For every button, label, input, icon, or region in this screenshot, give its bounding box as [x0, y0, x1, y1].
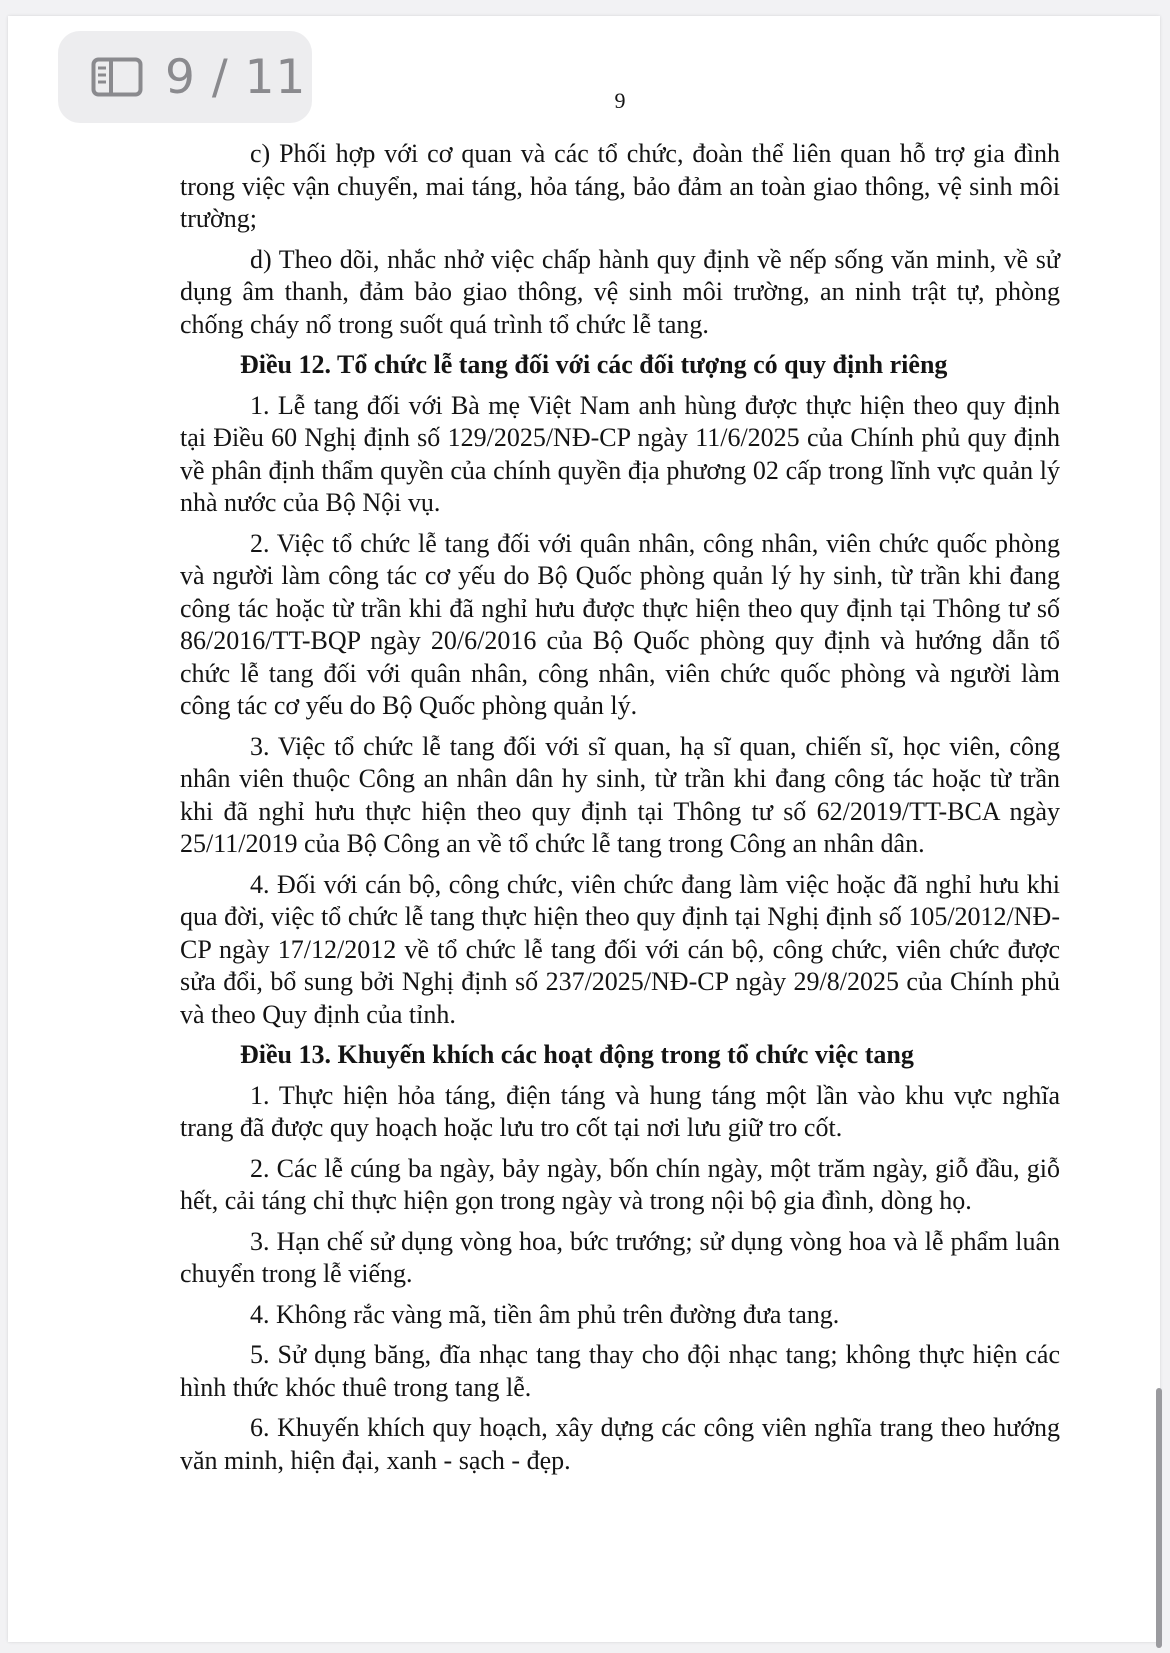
page-indicator[interactable]	[58, 31, 312, 123]
document-paragraph: 1. Lễ tang đối với Bà mẹ Việt Nam anh hùng được thực hiện theo quy định tại Điều 60 Nghị định số 129/2025/NĐ-CP ngày 11/6/2025 của Chính phủ quy định về phân định thẩm quyền của chính quyền địa phương 02 cấp trong lĩnh vực quản lý nhà nước của Bộ Nội vụ.	[180, 390, 1060, 517]
paragraph-list	[180, 138, 1060, 1477]
document-paragraph: 2. Việc tổ chức lễ tang đối với quân nhân, công nhân, viên chức quốc phòng và người làm công tác cơ yếu do Bộ Quốc phòng quản lý hy sinh, từ trần khi đang công tác hoặc từ trần khi đã nghỉ hưu được thực hiện theo quy định tại Thông tư số 86/2016/TT-BQP ngày 20/6/2016 của Bộ Quốc phòng quy định và hướng dẫn tổ chức lễ tang đối với quân nhân, công nhân, viên chức quốc phòng và người làm công tác cơ yếu do Bộ Quốc phòng quản lý.	[180, 528, 1060, 720]
document-paragraph: d) Theo dõi, nhắc nhở việc chấp hành quy định về nếp sống văn minh, về sử dụng âm thanh, đảm bảo giao thông, vệ sinh môi trường, an ninh trật tự, phòng chống cháy nổ trong suốt quá trình tổ chức lễ tang.	[180, 244, 1060, 339]
vertical-scrollbar[interactable]	[1156, 1388, 1162, 1648]
page-number: 9	[614, 88, 626, 113]
document-paragraph: 2. Các lễ cúng ba ngày, bảy ngày, bốn chín ngày, một trăm ngày, giỗ đầu, giỗ hết, cải táng chỉ thực hiện gọn trong ngày và trong nội bộ gia đình, dòng họ.	[180, 1153, 1060, 1215]
document-paragraph: 6. Khuyến khích quy hoạch, xây dựng các công viên nghĩa trang theo hướng văn minh, hiện đại, xanh - sạch - đẹp.	[180, 1413, 1060, 1475]
page-indicator-label: 9 / 11	[165, 49, 307, 105]
document-paragraph: 3. Việc tổ chức lễ tang đối với sĩ quan, hạ sĩ quan, chiến sĩ, học viên, công nhân viên thuộc Công an nhân dân hy sinh, từ trần khi đang công tác hoặc từ trần khi đã nghỉ hưu thực hiện theo quy định tại Thông tư số 62/2019/TT-BCA ngày 25/11/2019 của Bộ Công an về tổ chức lễ tang trong Công an nhân dân.	[180, 731, 1060, 858]
document-paragraph: c) Phối hợp với cơ quan và các tổ chức, đoàn thể liên quan hỗ trợ gia đình trong việc vận chuyển, mai táng, hỏa táng, bảo đảm an toàn giao thông, vệ sinh môi trường;	[180, 139, 1060, 233]
document-page	[8, 16, 1160, 1642]
document-paragraph: 1. Thực hiện hỏa táng, điện táng và hung táng một lần vào khu vực nghĩa trang đã được quy hoạch hoặc lưu tro cốt tại nơi lưu giữ tro cốt.	[180, 1080, 1060, 1142]
article-heading: Điều 12. Tổ chức lễ tang đối với các đối tượng có quy định riêng	[240, 350, 948, 379]
document-paragraph: 5. Sử dụng băng, đĩa nhạc tang thay cho đội nhạc tang; không thực hiện các hình thức khóc thuê trong tang lễ.	[180, 1340, 1060, 1402]
document-paragraph: 4. Đối với cán bộ, công chức, viên chức đang làm việc hoặc đã nghỉ hưu khi qua đời, việc tổ chức lễ tang thực hiện theo quy định tại Nghị định số 105/2012/NĐ-CP ngày 17/12/2012 về tổ chức lễ tang đối với cán bộ, công chức, viên chức được sửa đổi, bổ sung bởi Nghị định số 237/2025/NĐ-CP ngày 29/8/2025 của Chính phủ và theo Quy định của tỉnh.	[180, 869, 1060, 1029]
document-paragraph: 3. Hạn chế sử dụng vòng hoa, bức trướng; sử dụng vòng hoa và lễ phẩm luân chuyển trong lễ viếng.	[180, 1226, 1060, 1288]
article-heading: Điều 13. Khuyến khích các hoạt động trong tổ chức việc tang	[240, 1040, 914, 1069]
document-paragraph: 4. Không rắc vàng mã, tiền âm phủ trên đường đưa tang.	[250, 1299, 840, 1329]
document-body	[180, 86, 1060, 1485]
sidebar-icon[interactable]	[91, 57, 143, 97]
